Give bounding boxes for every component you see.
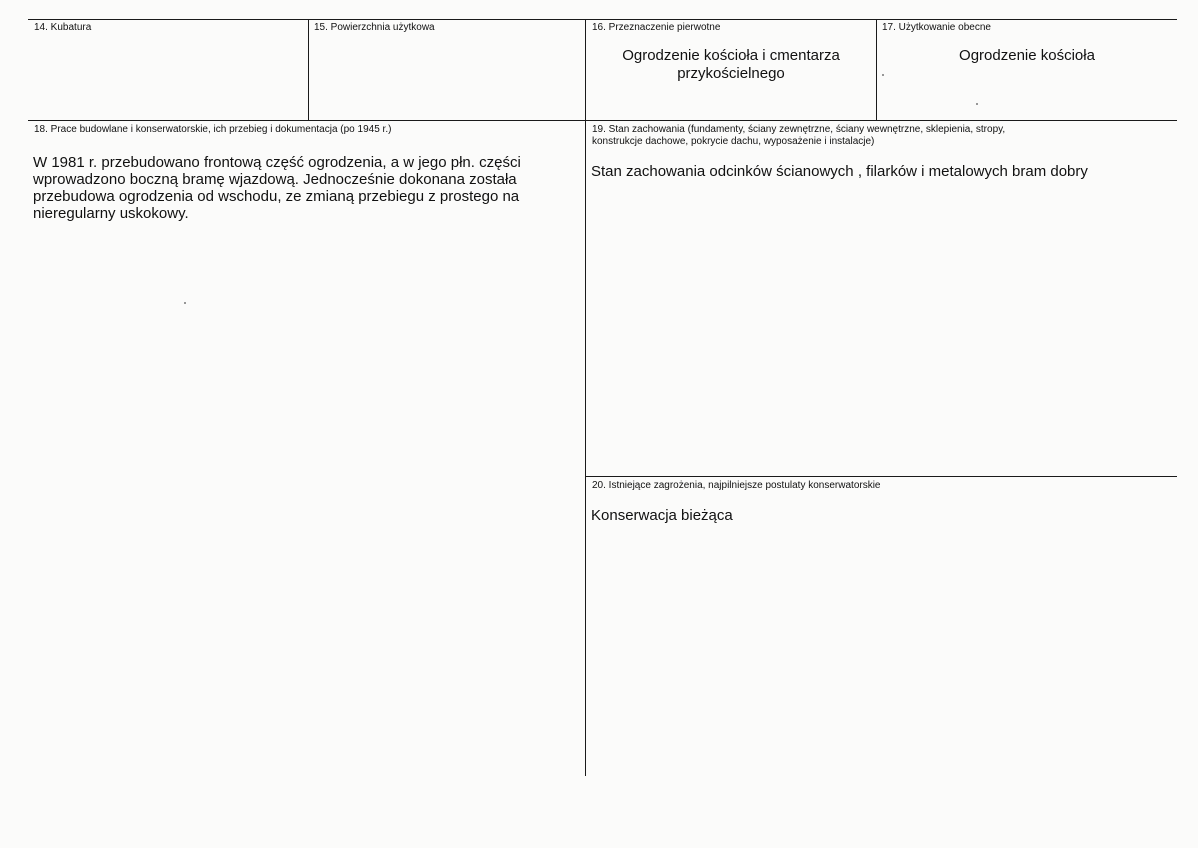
section-20-divider <box>585 476 1177 477</box>
scan-speck <box>184 302 186 304</box>
field-18-line-3: przebudowa ogrodzenia od wschodu, ze zmianą przebiegu z prostego na <box>33 188 520 205</box>
scan-speck <box>976 103 978 105</box>
field-16-label: 16. Przeznaczenie pierwotne <box>592 22 721 33</box>
field-19-label-line-1: 19. Stan zachowania (fundamenty, ściany zewnętrzne, ściany wewnętrzne, sklepienia, stropy, <box>592 124 1006 135</box>
row-divider-upper <box>28 120 1177 121</box>
field-18-line-2: wprowadzono boczną bramę wjazdową. Jednocześnie dokonana została <box>33 171 517 188</box>
field-17-label: 17. Użytkowanie obecne <box>882 22 991 33</box>
column-divider-14-15 <box>308 19 309 121</box>
form-top-border <box>28 19 1177 20</box>
field-20-label: 20. Istniejące zagrożenia, najpilniejsze postulaty konserwatorskie <box>592 480 881 491</box>
field-16-value-line-2: przykościelnego <box>677 65 785 82</box>
column-divider-16-17 <box>876 19 877 121</box>
field-15-label: 15. Powierzchnia użytkowa <box>314 22 435 33</box>
field-16-value-line-1: Ogrodzenie kościoła i cmentarza <box>622 47 840 64</box>
field-18-line-4: nieregularny uskokowy. <box>33 205 189 222</box>
field-18-line-1: W 1981 r. przebudowano frontową część ogrodzenia, a w jego płn. części <box>33 154 521 171</box>
field-17-value: Ogrodzenie kościoła <box>959 47 1095 64</box>
field-20-value: Konserwacja bieżąca <box>591 507 733 524</box>
field-19-label-line-2: konstrukcje dachowe, pokrycie dachu, wyposażenie i instalacje) <box>592 136 875 147</box>
scan-speck <box>882 74 884 76</box>
column-divider-18-19 <box>585 120 586 776</box>
field-19-value: Stan zachowania odcinków ścianowych , filarków i metalowych bram dobry <box>591 163 1088 180</box>
field-18-label: 18. Prace budowlane i konserwatorskie, ich przebieg i dokumentacja (po 1945 r.) <box>34 124 392 135</box>
field-14-label: 14. Kubatura <box>34 22 92 33</box>
